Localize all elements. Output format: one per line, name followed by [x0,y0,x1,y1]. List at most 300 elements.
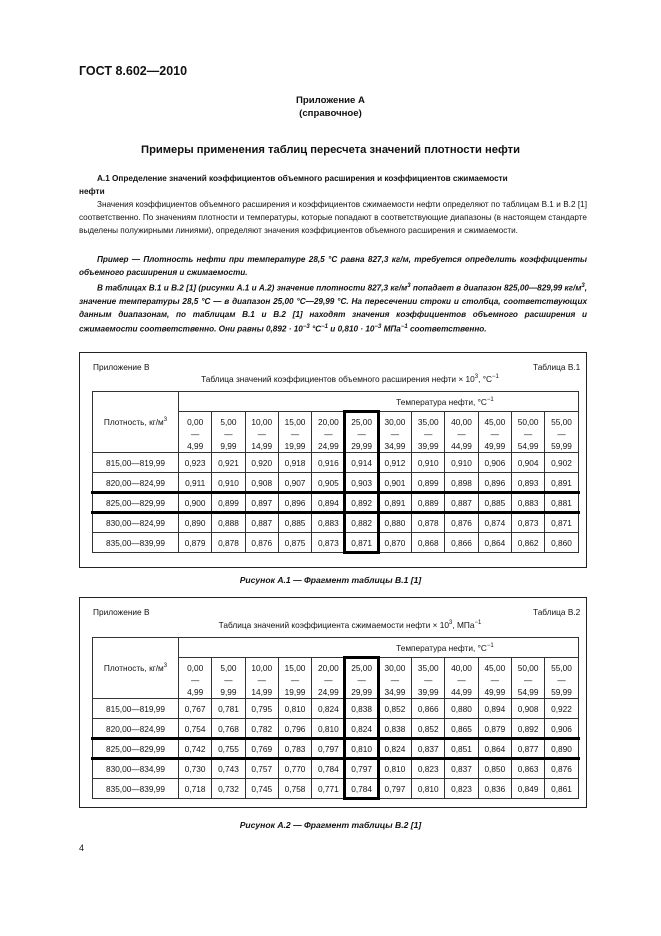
range-to: 44,99 [451,441,472,451]
coefficient-cell: 0,912 [378,453,411,473]
range-to: 34,99 [384,687,406,697]
coefficient-cell: 0,768 [212,719,245,739]
highlight-column-bottom [343,551,379,554]
coefficient-cell: 0,795 [245,699,278,719]
coefficient-cell: 0,836 [478,779,511,799]
range-to: 54,99 [517,687,539,697]
coefficient-cell: 0,873 [312,533,345,553]
highlight-column-left [343,657,346,800]
page-number: 4 [79,843,85,853]
table-row [93,533,579,553]
range-to: 14,99 [251,687,273,697]
temperature-range-header [412,412,445,453]
coefficient-cell: 0,908 [511,699,544,719]
coefficient-cell: 0,882 [345,513,378,533]
coefficient-cell: 0,783 [278,739,311,759]
coefficient-cell: 0,911 [179,473,212,493]
fig1-unit-exp: −1 [492,374,499,381]
coefficient-cell: 0,850 [478,759,511,779]
temperature-header-cell [179,392,579,412]
example-text: Пример — Плотность нефти при температуре 28,5 °С равна 827,3 кг/м, требуется определить коэффициенты объемного расширения и сжимаемости. [79,255,587,277]
temperature-range-header [245,412,278,453]
temperature-header-exp: −1 [486,642,494,649]
density-header-cell [93,392,179,453]
fig2-title-exp: 3 [449,620,453,627]
coefficient-cell: 0,891 [545,473,578,493]
coefficient-cell: 0,874 [478,513,511,533]
range-to: 24,99 [317,441,339,451]
coefficient-cell: 0,910 [412,453,445,473]
range-from: 0,00 [187,417,204,427]
temperature-range-header [278,658,311,699]
coefficient-cell: 0,901 [378,473,411,493]
density-range-cell: 820,00—824,99 [93,473,179,493]
fig1-title-text: Таблица значений коэффициентов объемного расширения нефти × 10 [201,374,475,384]
range-from: 5,00 [220,417,237,427]
fig1-title-unit: , °С [478,374,493,384]
coefficient-cell: 0,758 [278,779,311,799]
coefficient-cell: 0,742 [179,739,212,759]
coefficient-cell: 0,784 [312,759,345,779]
range-to: 29,99 [351,687,373,697]
temperature-range-header [345,412,378,453]
coefficient-cell: 0,863 [511,759,544,779]
table-row [93,779,579,799]
p3-sup-5: −3 [374,323,382,330]
density-header: Плотность, кг/м [103,417,164,427]
coefficient-cell: 0,907 [278,473,311,493]
range-dash: — [523,429,533,439]
coefficient-cell: 0,892 [511,719,544,739]
coefficient-cell: 0,904 [511,453,544,473]
coefficient-cell: 0,837 [412,739,445,759]
range-dash: — [457,429,466,439]
coefficient-cell: 0,906 [478,453,511,473]
table-row [93,739,579,759]
coefficient-cell: 0,862 [511,533,544,553]
range-from: 20,00 [317,417,339,427]
coefficient-cell: 0,894 [478,699,511,719]
range-dash: — [390,675,400,685]
range-from: 25,00 [351,663,373,673]
coefficient-cell: 0,810 [345,739,378,759]
coefficient-cell: 0,873 [511,513,544,533]
range-dash: — [457,675,466,685]
coefficient-cell: 0,770 [278,759,311,779]
coefficient-cell: 0,900 [179,493,212,513]
coefficient-cell: 0,851 [445,739,478,759]
coefficient-cell: 0,852 [378,699,411,719]
coefficient-cell: 0,914 [345,453,378,473]
temperature-range-header [345,658,378,699]
fig2-unit-exp: −1 [474,620,482,627]
coefficient-cell: 0,898 [445,473,478,493]
range-to: 4,99 [187,687,204,697]
range-dash: — [557,429,566,439]
coefficient-cell: 0,771 [312,779,345,799]
table-b2 [92,637,579,799]
temperature-range-header [378,412,411,453]
range-from: 0,00 [187,663,204,673]
temperature-range-header [245,658,278,699]
coefficient-cell: 0,899 [212,493,245,513]
coefficient-cell: 0,824 [312,699,345,719]
coefficient-cell: 0,879 [478,719,511,739]
density-header-exp: 3 [163,663,168,670]
coefficient-cell: 0,860 [545,533,578,553]
density-header-cell [93,638,179,699]
table-b2-body [93,638,579,799]
range-from: 55,00 [551,663,572,673]
density-range-cell: 835,00—839,99 [93,779,179,799]
range-to: 39,99 [417,441,439,451]
range-from: 35,00 [417,663,439,673]
coefficient-cell: 0,890 [179,513,212,533]
range-from: 20,00 [317,663,339,673]
coefficient-cell: 0,880 [445,699,478,719]
density-range-cell: 835,00—839,99 [93,533,179,553]
density-range-cell: 830,00—824,99 [93,513,179,533]
coefficient-cell: 0,797 [378,779,411,799]
density-range-cell: 825,00—829,99 [93,493,179,513]
highlight-column-bottom [343,797,379,800]
table-row [93,719,579,739]
range-to: 19,99 [284,441,306,451]
range-to: 24,99 [317,687,339,697]
coefficient-cell: 0,810 [278,699,311,719]
coefficient-cell: 0,755 [212,739,245,759]
range-from: 15,00 [284,663,306,673]
range-to: 44,99 [451,687,472,697]
temperature-range-header [478,658,511,699]
coefficient-cell: 0,782 [245,719,278,739]
range-from: 15,00 [284,417,306,427]
range-from: 5,00 [220,663,237,673]
range-dash: — [523,675,533,685]
coefficient-cell: 0,870 [378,533,411,553]
coefficient-cell: 0,824 [345,719,378,739]
range-to: 59,99 [551,441,572,451]
temperature-range-header [278,412,311,453]
coefficient-cell: 0,903 [345,473,378,493]
coefficient-cell: 0,861 [545,779,578,799]
range-dash: — [324,429,333,439]
range-from: 30,00 [384,663,406,673]
range-from: 45,00 [484,663,506,673]
temperature-range-header [212,412,245,453]
highlight-column-right [377,411,380,554]
fig2-table-title [160,620,540,630]
density-range-cell: 820,00—824,99 [93,719,179,739]
fig2-table-label: Таблица В.2 [533,607,581,617]
p3-part-c: , значение температуры 28,5 °С — в диапазон 25,00 °С—29,99 °С. На пересечении строки и столбца, соответствующих данным диапазонам, по таблицам В.1 и В.2 [1] находят значения коэффициентов объемного расширения и сжимаемости соответственно. Они равны 0,892 · 10 [79,283,587,334]
coefficient-cell: 0,888 [212,513,245,533]
temperature-range-header [445,412,478,453]
range-to: 9,99 [220,687,237,697]
appendix-subtitle: (справочное) [299,108,362,119]
temperature-range-header [511,412,544,453]
coefficient-cell: 0,865 [445,719,478,739]
temperature-header-cell [179,638,579,658]
coefficient-cell: 0,781 [212,699,245,719]
coefficient-cell: 0,876 [545,759,578,779]
coefficient-cell: 0,922 [545,699,578,719]
coefficient-cell: 0,891 [378,493,411,513]
range-to: 59,99 [551,687,572,697]
coefficient-cell: 0,838 [345,699,378,719]
coefficient-cell: 0,823 [412,759,445,779]
coefficient-cell: 0,896 [278,493,311,513]
figure-2-caption: Рисунок А.2 — Фрагмент таблицы В.2 [1] [239,820,422,830]
coefficient-cell: 0,896 [478,473,511,493]
coefficient-cell: 0,878 [412,513,445,533]
coefficient-cell: 0,837 [445,759,478,779]
appendix-title: Приложение А [296,95,365,106]
coefficient-cell: 0,745 [245,779,278,799]
temperature-range-header [312,412,345,453]
table-b1-body [93,392,579,553]
fig1-table-title [160,374,540,384]
table-row [93,759,579,779]
paragraph-3 [79,280,587,335]
coefficient-cell: 0,849 [511,779,544,799]
range-to: 34,99 [384,441,406,451]
coefficient-cell: 0,864 [478,739,511,759]
range-dash: — [357,429,366,439]
coefficient-cell: 0,876 [445,513,478,533]
range-dash: — [191,675,200,685]
range-to: 4,99 [187,441,204,451]
coefficient-cell: 0,810 [312,719,345,739]
p3-part-f: МПа [381,324,401,334]
range-from: 10,00 [251,663,273,673]
coefficient-cell: 0,866 [445,533,478,553]
table-row [93,699,579,719]
highlight-row-bottom [91,511,580,514]
highlight-column-top [343,410,379,413]
range-to: 9,99 [220,441,237,451]
coefficient-cell: 0,732 [212,779,245,799]
coefficient-cell: 0,881 [545,493,578,513]
coefficient-cell: 0,866 [412,699,445,719]
range-to: 29,99 [351,441,373,451]
coefficient-cell: 0,894 [312,493,345,513]
main-title: Примеры применения таблиц пересчета значений плотности нефти [141,144,520,156]
coefficient-cell: 0,885 [278,513,311,533]
range-from: 50,00 [517,663,539,673]
p3-sup-3: −3 [302,323,310,330]
p3-part-d: °С [309,324,322,334]
coefficient-cell: 0,883 [312,513,345,533]
temperature-range-header [312,658,345,699]
coefficient-cell: 0,892 [345,493,378,513]
coefficient-cell: 0,743 [212,759,245,779]
coefficient-cell: 0,880 [378,513,411,533]
range-from: 30,00 [384,417,406,427]
coefficient-cell: 0,902 [545,453,578,473]
fig1-title-exp: 3 [474,374,479,381]
range-from: 40,00 [451,417,472,427]
coefficient-cell: 0,810 [412,779,445,799]
fig1-appendix-label: Приложение В [93,362,150,372]
range-from: 35,00 [417,417,439,427]
coefficient-cell: 0,824 [378,739,411,759]
range-dash: — [424,675,433,685]
coefficient-cell: 0,797 [345,759,378,779]
table-row [93,493,579,513]
p3-sup-6: −1 [400,323,408,330]
temperature-range-header [478,412,511,453]
example-paragraph [79,253,587,279]
coefficient-cell: 0,767 [179,699,212,719]
paragraph-1: Значения коэффициентов объемного расширения и коэффициентов сжимаемости нефти определяют по таблицам В.1 и В.2 [1] соответственно. По значениям плотности и температуры, которые попадают в соответствующие диапазоны (в настоящем стандарте выделены полужирными линиями), определяют значения коэффициентов объемного расширения и сжимаемости. [79,200,587,235]
coefficient-cell: 0,878 [212,533,245,553]
range-to: 49,99 [484,687,506,697]
coefficient-cell: 0,877 [511,739,544,759]
range-dash: — [257,675,266,685]
p3-part-a: В таблицах В.1 и В.2 [1] (рисунки А.1 и А.2) значение плотности 827,3 кг/м [97,283,408,293]
coefficient-cell: 0,823 [445,779,478,799]
range-dash: — [490,675,499,685]
density-range-cell: 815,00—819,99 [93,699,179,719]
coefficient-cell: 0,897 [245,493,278,513]
p3-sup-2: 3 [581,283,585,289]
coefficient-cell: 0,921 [212,453,245,473]
coefficient-cell: 0,810 [378,759,411,779]
range-dash: — [357,675,366,685]
coefficient-cell: 0,754 [179,719,212,739]
range-dash: — [324,675,333,685]
coefficient-cell: 0,918 [278,453,311,473]
density-range-cell: 830,00—834,99 [93,759,179,779]
range-dash: — [490,429,499,439]
coefficient-cell: 0,890 [545,739,578,759]
range-to: 19,99 [284,687,306,697]
range-dash: — [424,429,433,439]
section-heading [79,172,587,185]
density-header-exp: 3 [163,417,168,424]
range-dash: — [290,429,300,439]
temperature-range-header [179,412,212,453]
temperature-range-header [511,658,544,699]
fig2-appendix-label: Приложение В [93,607,150,617]
coefficient-cell: 0,871 [345,533,378,553]
p3-sup-1: 3 [407,283,411,289]
range-to: 49,99 [484,441,506,451]
range-to: 39,99 [417,687,439,697]
coefficient-cell: 0,920 [245,453,278,473]
coefficient-cell: 0,852 [412,719,445,739]
coefficient-cell: 0,769 [245,739,278,759]
temperature-header-exp: −1 [486,396,494,403]
highlight-row-bottom [91,757,580,760]
coefficient-cell: 0,875 [278,533,311,553]
coefficient-cell: 0,899 [412,473,445,493]
range-from: 50,00 [517,417,539,427]
coefficient-cell: 0,879 [179,533,212,553]
range-from: 10,00 [251,417,273,427]
range-from: 45,00 [484,417,506,427]
coefficient-cell: 0,864 [478,533,511,553]
section-heading-cont: нефти [79,187,105,196]
highlight-column-top [343,656,379,659]
temperature-range-header [545,412,578,453]
temperature-range-header [212,658,245,699]
document-id: ГОСТ 8.602—2010 [79,64,188,78]
density-header: Плотность, кг/м [103,663,164,673]
coefficient-cell: 0,905 [312,473,345,493]
p3-part-g: соответственно. [407,324,487,334]
highlight-row-top [91,737,580,740]
range-to: 14,99 [251,441,273,451]
coefficient-cell: 0,893 [511,473,544,493]
coefficient-cell: 0,876 [245,533,278,553]
fig2-title-text: Таблица значений коэффициента сжимаемости нефти × 10 [218,620,450,630]
coefficient-cell: 0,887 [245,513,278,533]
coefficient-cell: 0,796 [278,719,311,739]
coefficient-cell: 0,757 [245,759,278,779]
coefficient-cell: 0,718 [179,779,212,799]
temperature-header: Температура нефти, °С [396,642,487,653]
table-row [93,453,579,473]
fig1-table-label: Таблица В.1 [533,362,581,372]
coefficient-cell: 0,871 [545,513,578,533]
range-dash: — [224,429,233,439]
coefficient-cell: 0,889 [412,493,445,513]
coefficient-cell: 0,797 [312,739,345,759]
coefficient-cell: 0,908 [245,473,278,493]
range-from: 25,00 [351,417,373,427]
range-dash: — [390,429,400,439]
range-dash: — [257,429,266,439]
range-dash: — [191,429,200,439]
p3-part-e: и 0,810 · 10 [328,324,375,334]
coefficient-cell: 0,906 [545,719,578,739]
coefficient-cell: 0,923 [179,453,212,473]
temperature-range-header [545,658,578,699]
range-dash: — [224,675,233,685]
range-from: 55,00 [551,417,572,427]
range-dash: — [290,675,300,685]
highlight-column-left [343,411,346,554]
table-b1 [92,391,579,553]
p3-part-b: попадает в диапазон 825,00—829,99 кг/м [410,283,582,293]
temperature-range-header [445,658,478,699]
p3-sup-4: −1 [321,323,329,330]
coefficient-cell: 0,838 [378,719,411,739]
coefficient-cell: 0,910 [445,453,478,473]
temperature-header: Температура нефти, °С [396,396,487,407]
temperature-range-header [378,658,411,699]
table-row [93,473,579,493]
range-from: 40,00 [451,663,472,673]
density-range-cell: 815,00—819,99 [93,453,179,473]
density-range-cell: 825,00—829,99 [93,739,179,759]
range-to: 54,99 [517,441,539,451]
coefficient-cell: 0,916 [312,453,345,473]
temperature-range-header [412,658,445,699]
coefficient-cell: 0,885 [478,493,511,513]
highlight-column-right [377,657,380,800]
coefficient-cell: 0,910 [212,473,245,493]
range-dash: — [557,675,566,685]
coefficient-cell: 0,730 [179,759,212,779]
table-row [93,513,579,533]
coefficient-cell: 0,868 [412,533,445,553]
coefficient-cell: 0,784 [345,779,378,799]
temperature-range-header [179,658,212,699]
highlight-row-top [91,491,580,494]
